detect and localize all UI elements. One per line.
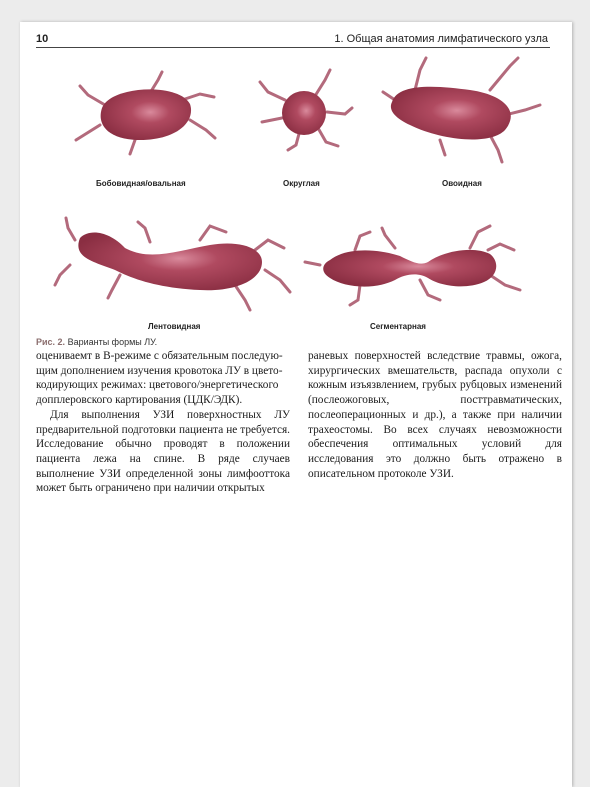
chapter-title: 1. Общая анатомия лимфатического узла	[334, 33, 548, 45]
right-paragraph: раневых поверхностей вследствие травмы, ожога, хирургических вмешательств, распада опухоли с кожным изъязвлением, грубых рубцовых изменений (послеожоговых, посттравматических, послеоперационных и др.), а также при наличии трахеостомы. Во всех случаях невозможности обеспечения оптимальных условий для исследования это должно быть отражено в описательном протоколе УЗИ.	[308, 350, 562, 480]
figure-caption	[36, 337, 157, 347]
left-paragraph: Для выполнения УЗИ поверхностных ЛУ предварительной подготовки пациента не требуется. Исследование обычно проводят в положении пациента лежа на спине. В ряде случаев выполнение УЗИ определенной зоны лимфооттока может быть ограничено при наличии открытых	[36, 408, 290, 495]
lymph-node-shapes-figure	[0, 0, 590, 340]
caption-text: Варианты формы ЛУ.	[65, 337, 158, 347]
label-bean-oval: Бобовидная/овальная	[96, 179, 186, 188]
left-line: оцениваемт в В-режиме с обязательным последую-	[36, 350, 283, 362]
left-line: кодирующих режимах: цветового/энергетического	[36, 379, 279, 392]
left-line: щим дополнением изучения кровотока ЛУ в цвето-	[36, 364, 283, 377]
body-right-column	[308, 349, 562, 481]
label-ribbon: Лентовидная	[148, 322, 201, 331]
label-segmented: Сегментарная	[370, 322, 426, 331]
label-ovoid: Овоидная	[442, 179, 482, 188]
label-round: Округлая	[283, 179, 320, 188]
left-line: допплеровского картирования (ЦДК/ЭДК).	[36, 394, 243, 407]
body-left-column	[36, 349, 290, 496]
caption-prefix: Рис. 2.	[36, 337, 66, 347]
page-number: 10	[36, 33, 49, 45]
